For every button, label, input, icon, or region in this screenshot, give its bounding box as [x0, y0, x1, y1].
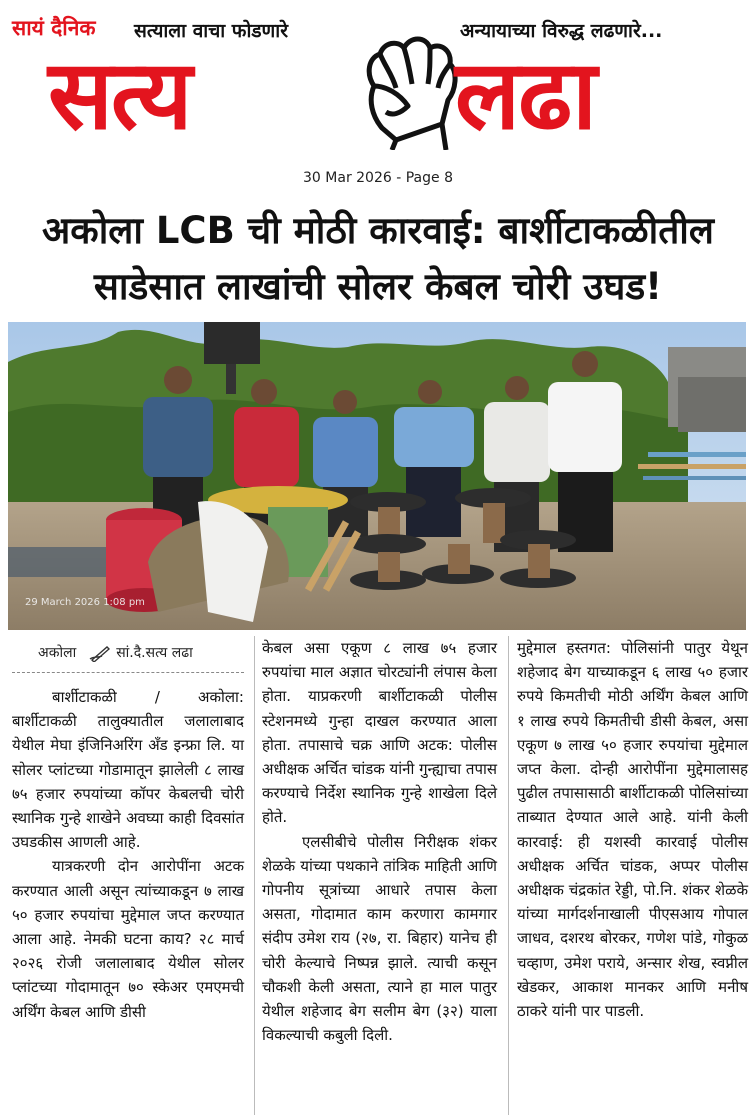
masthead-tagline-left: सायं दैनिक: [12, 16, 96, 40]
article-column-2: [262, 636, 497, 1047]
newspaper-title-left: सत्य: [48, 39, 191, 151]
photo-timestamp: 29 March 2026 1:08 pm: [25, 597, 145, 608]
masthead-tagline-right: अन्यायाच्या विरुद्ध लढणारे...: [460, 20, 663, 42]
article-column-3: [517, 636, 748, 1023]
news-photo: [8, 322, 746, 630]
pen-writing-icon: [88, 644, 110, 662]
column-divider: [254, 636, 255, 1115]
byline-reporter: सां.दै.सत्य लढा: [116, 644, 193, 661]
newspaper-title-right: लढा: [455, 39, 595, 151]
paragraph: यात्रकरणी दोन आरोपींना अटक करण्यात आली असून त्यांच्याकडून ७ लाख ५० हजार रुपयांचा मुद्देमाल जप्त करण्यात आला आहे. नेमकी घटना काय? २८ मार्च २०२६ रोजी जलालाबाद येथील सोलर प्लांटच्या गोदामातून ७० स्केअर एमएमची अर्थिंग केबल आणि डीसी: [12, 857, 244, 1021]
article-column-1: [12, 636, 244, 1024]
byline-place: अकोला: [38, 644, 77, 661]
headline: [10, 203, 746, 315]
paragraph: मुद्देमाल हस्तगत: पोलिसांनी पातुर येथून शहेजाद बेग याच्याकडून ६ लाख ५० हजार रुपये किमतीची मोठी अर्थिंग केबल आणि १ लाख रुपये किमतीची डीसी केबल, असा एकूण ७ लाख ५० हजार रुपयांचा मुद्देमाल जप्त केला. दोन्ही आरोपींना मुद्देमालासह पुढील तपासासाठी बार्शीटाकळी पोलिसांच्या ताब्यात देण्यात आले आहे. यांनी केली कारवाई: ही यशस्वी कारवाई पोलीस अधीक्षक अर्चित चांडक, अप्पर पोलीस अधीक्षक चंद्रकांत रेड्डी, पो.नि. शंकर शेळके यांच्या मार्गदर्शनाखाली पीएसआय गोपाल जाधव, दशरथ बोरकर, गणेश पांडे, गोकुळ चव्हाण, उमेश पराये, अन्सार शेख, स्वप्नील खेडकर, आकाश मानकर आणि मनीष ठाकरे यांनी पार पाडली.: [517, 639, 748, 1021]
masthead: [0, 0, 756, 165]
raised-fist-logo-icon: [352, 28, 462, 150]
byline-rule: [12, 672, 244, 673]
byline: [38, 636, 244, 670]
paragraph: बार्शीटाकळी / अकोला: बार्शीटाकळी तालुक्यातील जलालाबाद येथील मेघा इंजिनिअरिंग अँड इन्फ्रा लि. या सोलर प्लांटच्या गोडामातून झालेली ८ लाख ७५ हजार रुपयांच्या कॉपर केबलची चोरी स्थानिक गुन्हे शाखेने अवघ्या काही दिवसांत उघडकीस आणली आहे.: [12, 688, 244, 852]
headline-line-2: साडेसात लाखांची सोलर केबल चोरी उघड!: [93, 265, 663, 308]
paragraph: एलसीबीचे पोलीस निरीक्षक शंकर शेळके यांच्या पथकाने तांत्रिक माहिती आणि गोपनीय सूत्रांच्या आधारे तपास केला असता, गोदामात काम करणारा कामगार संदीप उमेश राय (२७, रा. बिहार) यानेच ही चोरी केल्याचे निष्पन्न झाले. त्याची कसून चौकशी केली असता, त्याने हा माल पातुर येथील शहेजाद बेग सलीम बेग (३२) याला विकल्याची कबुली दिली.: [262, 832, 497, 1045]
column-divider: [508, 636, 509, 1115]
paragraph: केबल असा एकूण ८ लाख ७५ हजार रुपयांचा माल अज्ञात चोरट्यांनी लंपास केला होता. याप्रकरणी बार्शीटाकळी पोलीस स्टेशनमध्ये गुन्हा दाखल करण्यात आला होता. तपासाचे चक्र आणि अटक: पोलीस अधीक्षक अर्चित चांडक यांनी गुन्ह्याचा तपास करण्याचे निर्देश स्थानिक गुन्हे शाखेला दिले होते.: [262, 639, 497, 827]
dateline: 30 Mar 2026 - Page 8: [303, 170, 453, 186]
masthead-tagline-mid: सत्याला वाचा फोडणारे: [134, 20, 288, 42]
headline-line-1: अकोला LCB ची मोठी कारवाई: बार्शीटाकळीतील: [42, 209, 714, 252]
